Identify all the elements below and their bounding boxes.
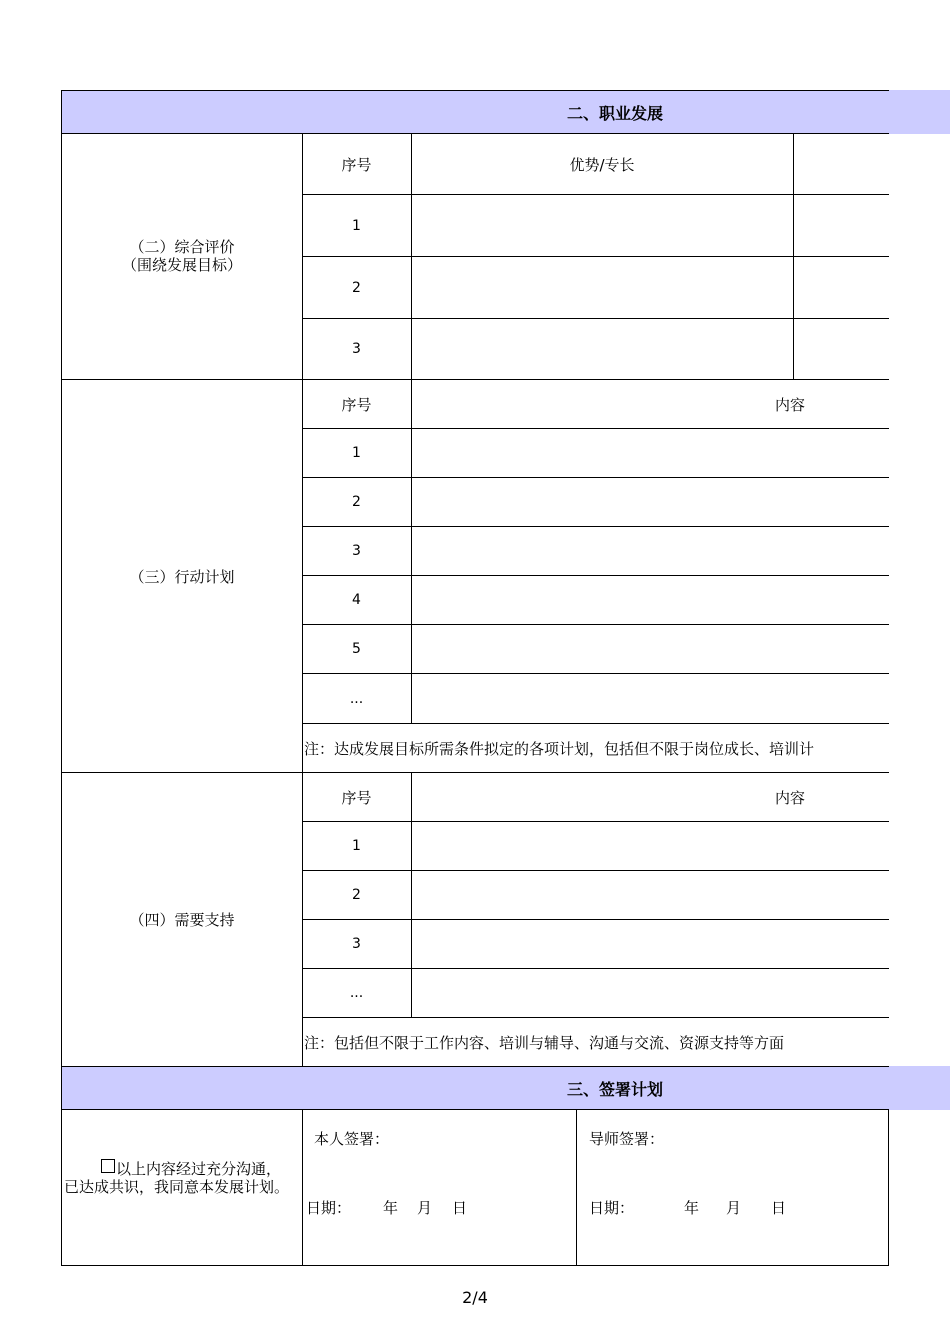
self-date-label: 日期： bbox=[306, 1199, 352, 1217]
page-number: 2/4 bbox=[462, 1288, 488, 1307]
support-row-no: ... bbox=[349, 985, 364, 1001]
section-title-career: 二、职业发展 bbox=[566, 103, 663, 123]
action-plan-label: （三）行动计划 bbox=[129, 567, 235, 586]
action-plan-row-no: 1 bbox=[352, 445, 361, 461]
overall-eval-row-no: 2 bbox=[352, 279, 361, 296]
action-plan-col-no: 序号 bbox=[341, 395, 372, 414]
action-plan-row-no: 2 bbox=[352, 494, 361, 510]
section-title-sign: 三、签署计划 bbox=[566, 1079, 663, 1099]
agreement-text: 以上内容经过充分沟通，已达成共识，我同意本发展计划。 bbox=[64, 1160, 290, 1196]
mentor-date-day: 日 bbox=[771, 1199, 787, 1217]
support-row-no: 1 bbox=[352, 838, 361, 854]
self-sign-label: 本人签署： bbox=[314, 1130, 390, 1148]
overall-eval-col-no: 序号 bbox=[341, 155, 372, 174]
overall-eval-col-strength: 优势/专长 bbox=[569, 155, 635, 174]
action-plan-row-no: 4 bbox=[352, 592, 361, 608]
overall-eval-label bbox=[62, 238, 302, 274]
action-plan-row-no: 5 bbox=[352, 641, 361, 657]
self-date-day: 日 bbox=[452, 1199, 468, 1217]
support-col-content: 内容 bbox=[774, 788, 805, 807]
mentor-date-year: 年 bbox=[684, 1199, 700, 1217]
action-plan-row-no: 3 bbox=[352, 543, 361, 559]
mentor-sign-label: 导师签署： bbox=[589, 1130, 665, 1148]
overall-eval-row-no: 1 bbox=[352, 217, 361, 234]
overall-eval-row-no: 3 bbox=[352, 341, 361, 357]
support-label: （四）需要支持 bbox=[129, 911, 235, 929]
overall-eval-label-line1: （二）综合评价 bbox=[129, 238, 235, 256]
support-col-no: 序号 bbox=[341, 788, 372, 807]
action-plan-row-no: ... bbox=[349, 690, 364, 707]
action-plan-note: 注：达成发展目标所需条件拟定的各项计划，包括但不限于岗位成长、培训计 bbox=[304, 739, 815, 758]
mentor-date-month: 月 bbox=[726, 1199, 742, 1217]
self-date-year: 年 bbox=[383, 1199, 399, 1217]
self-date-month: 月 bbox=[417, 1199, 433, 1217]
support-row-no: 3 bbox=[352, 936, 361, 952]
support-row-no: 2 bbox=[352, 887, 361, 903]
support-note: 注：包括但不限于工作内容、培训与辅导、沟通与交流、资源支持等方面 bbox=[304, 1033, 785, 1052]
mentor-date-label: 日期： bbox=[589, 1199, 635, 1217]
overall-eval-label-line2: （围绕发展目标） bbox=[121, 256, 242, 274]
action-plan-col-content: 内容 bbox=[774, 395, 805, 414]
